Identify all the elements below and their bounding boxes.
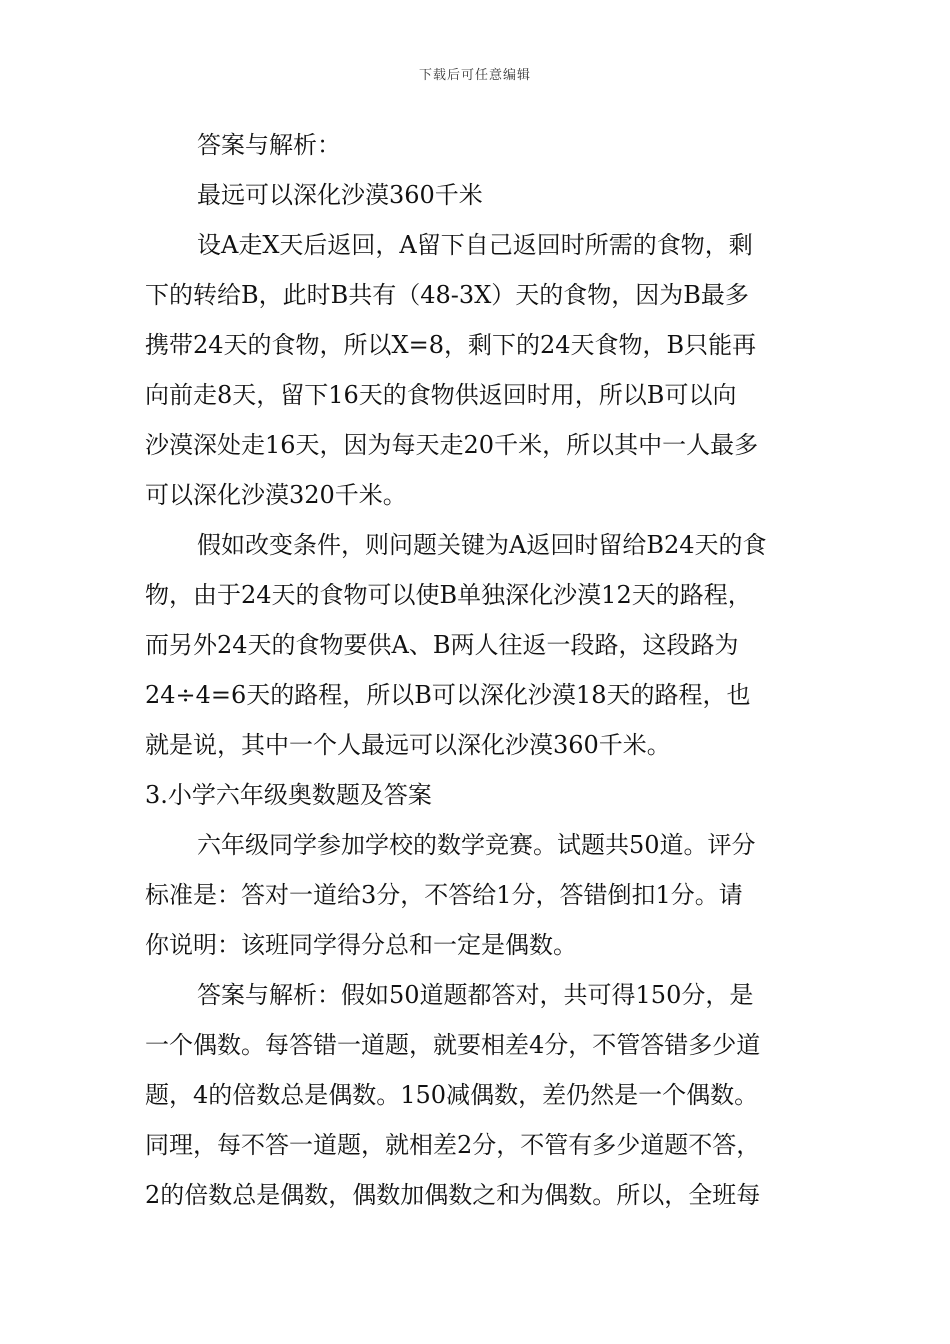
paragraph-line: 向前走8天，留下16天的食物供返回时用，所以B可以向 [145,381,737,409]
paragraph-line: 设A走X天后返回，A留下自己返回时所需的食物，剩 [197,231,753,259]
solution-line: 2的倍数总是偶数，偶数加偶数之和为偶数。所以，全班每 [145,1181,761,1209]
section-heading: 3.小学六年级奥数题及答案 [145,781,432,809]
page-header: 下载后可任意编辑 [418,68,531,83]
paragraph-line: 就是说，其中一个人最远可以深化沙漠360千米。 [145,731,671,759]
paragraph-line: 假如改变条件，则问题关键为A返回时留给B24天的食 [197,531,767,559]
paragraph-line: 物，由于24天的食物可以使B单独深化沙漠12天的路程， [145,581,752,609]
solution-line: 题，4的倍数总是偶数。150减偶数，差仍然是一个偶数。 [145,1081,759,1109]
document-body [145,120,810,1220]
answer-result: 最远可以深化沙漠360千米 [197,181,483,209]
paragraph-line: 而另外24天的食物要供A、B两人往返一段路，这段路为 [145,631,739,659]
answer-heading: 答案与解析： [197,131,341,159]
solution-line: 同理，每不答一道题，就相差2分，不管有多少道题不答， [145,1131,761,1159]
paragraph-line: 沙漠深处走16天，因为每天走20千米，所以其中一人最多 [145,431,759,459]
paragraph-line: 下的转给B，此时B共有（48-3X）天的食物，因为B最多 [145,281,749,309]
paragraph-line: 可以深化沙漠320千米。 [145,481,407,509]
question-line: 六年级同学参加学校的数学竞赛。试题共50道。评分 [197,831,756,859]
solution-line: 一个偶数。每答错一道题，就要相差4分，不管答错多少道 [145,1031,761,1059]
question-line: 你说明：该班同学得分总和一定是偶数。 [145,931,577,959]
paragraph-line: 携带24天的食物，所以X=8，剩下的24天食物，B只能再 [145,331,757,359]
paragraph-line: 24÷4=6天的路程，所以B可以深化沙漠18天的路程，也 [145,681,751,709]
solution-line: 答案与解析：假如50道题都答对，共可得150分，是 [197,981,754,1009]
question-line: 标准是：答对一道给3分，不答给1分，答错倒扣1分。请 [145,881,743,909]
